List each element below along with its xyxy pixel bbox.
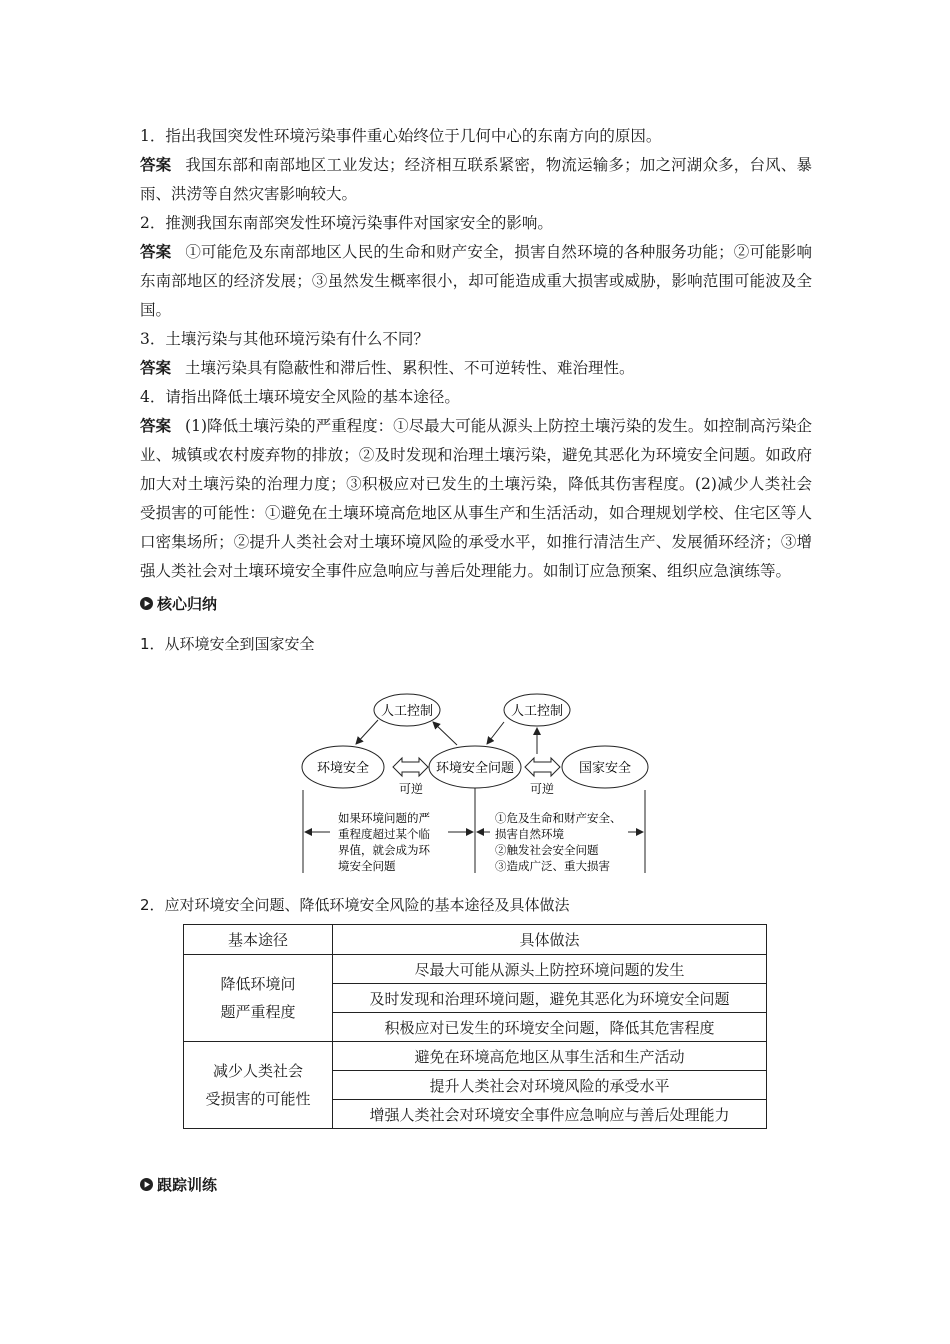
- answer-text: ①可能危及东南部地区人民的生命和财产安全，损害自然环境的各种服务功能；②可能影响东南部地区的经济发展；③虽然发生概率很小，却可能造成重大损害或威胁，影响范围可能波及全国。: [140, 243, 812, 319]
- question-3: 3．土壤污染与其他环境污染有什么不同？: [140, 330, 429, 348]
- table-header-row: [184, 925, 767, 955]
- right-note-line: ①危及生命和财产安全、: [495, 811, 622, 825]
- route-line: 减少人类社会: [212, 1062, 303, 1080]
- env-problem-label: 环境安全问题: [435, 761, 515, 776]
- right-double-arrow: [525, 758, 560, 776]
- action-cell: 避免在环境高危地区从事生活和生产活动: [333, 1042, 767, 1071]
- training-section-title: 跟踪训练: [157, 1175, 218, 1194]
- qa-content: [140, 122, 812, 658]
- play-circle-icon: [140, 597, 153, 610]
- left-note-line: 重程度超过某个临: [338, 827, 430, 841]
- table-row: [184, 1042, 767, 1071]
- table-row: [184, 955, 767, 984]
- answer-3: [140, 354, 812, 383]
- route-cell: [184, 955, 333, 1042]
- national-security-label: 国家安全: [578, 761, 632, 776]
- action-cell: 提升人类社会对环境风险的承受水平: [333, 1071, 767, 1100]
- action-cell: 增强人类社会对环境安全事件应急响应与善后处理能力: [333, 1100, 767, 1129]
- env-security-label: 环境安全: [316, 761, 370, 776]
- core-section-title: 核心归纳: [157, 594, 218, 613]
- route-cell: [184, 1042, 333, 1129]
- right-note-line: ③造成广泛、重大损害: [495, 859, 610, 873]
- route-line: 降低环境问: [220, 975, 296, 993]
- right-control-label: 人工控制: [510, 704, 564, 719]
- play-circle-icon: [140, 1178, 153, 1191]
- question-4: 4．请指出降低土壤环境安全风险的基本途径。: [140, 388, 460, 406]
- question-2: 2．推测我国东南部突发性环境污染事件对国家安全的影响。: [140, 214, 553, 232]
- left-note-line: 境安全问题: [338, 859, 396, 873]
- right-reversible-label: 可逆: [529, 782, 555, 796]
- control-to-env-security-arrow: [356, 720, 378, 744]
- action-cell: 尽最大可能从源头上防控环境问题的发生: [333, 955, 767, 984]
- answer-text: (1)降低土壤污染的严重程度：①尽最大可能从源头上防控土壤污染的发生。如控制高污染企业、城镇或农村废弃物的排放；②及时发现和治理土壤污染，避免其恶化为环境安全问题。如政府加大对土壤污染的治理力度；③积极应对已发生的土壤污染，降低其伤害程度。(2)减少人类社会受损害的可能性：①避免在土壤环境高危地区从事生产和生活活动，如合理规划学校、住宅区等人口密集场所；②提升人类社会对土壤环境风险的承受水平，如推行清洁生产、发展循环经济；③增强人类社会对土壤环境安全事件应急响应与善后处理能力。如制订应急预案、组织应急演练等。: [140, 417, 812, 580]
- measures-table: [183, 924, 767, 1129]
- left-reversible-label: 可逆: [398, 782, 424, 796]
- action-cell: 及时发现和治理环境问题，避免其恶化为环境安全问题: [333, 984, 767, 1013]
- core-section-heading: [140, 590, 812, 616]
- left-note-line: 如果环境问题的严: [338, 811, 430, 825]
- table-header-route: 基本途径: [184, 925, 333, 955]
- answer-label: 答案: [140, 359, 172, 377]
- answer-label: 答案: [140, 156, 172, 174]
- right-note-line: 损害自然环境: [495, 827, 564, 841]
- question-1: 1．指出我国突发性环境污染事件重心始终位于几何中心的东南方向的原因。: [140, 127, 662, 145]
- left-control-label: 人工控制: [380, 704, 434, 719]
- subsection-1-title: 1．从环境安全到国家安全: [140, 635, 315, 653]
- action-cell: 积极应对已发生的环境安全问题，降低其危害程度: [333, 1013, 767, 1042]
- subsection-2-title: 2．应对环境安全问题、降低环境安全风险的基本途径及具体做法: [140, 896, 570, 914]
- table-header-actions: 具体做法: [333, 925, 767, 955]
- left-double-arrow: [393, 758, 428, 776]
- answer-2: [140, 238, 812, 325]
- left-note-line: 界值，就会成为环: [338, 843, 430, 857]
- answer-4: [140, 412, 812, 586]
- security-flow-diagram: [290, 690, 660, 880]
- control-from-env-problem-arrow: [433, 722, 457, 745]
- route-line: 受损害的可能性: [205, 1090, 311, 1108]
- answer-label: 答案: [140, 417, 172, 435]
- answer-label: 答案: [140, 243, 172, 261]
- answer-text: 土壤污染具有隐蔽性和滞后性、累积性、不可逆转性、难治理性。: [185, 359, 635, 377]
- control-to-env-problem-arrow: [487, 722, 504, 744]
- answer-text: 我国东部和南部地区工业发达；经济相互联系紧密，物流运输多；加之河湖众多，台风、暴雨、洪涝等自然灾害影响较大。: [140, 156, 812, 203]
- answer-1: [140, 151, 812, 209]
- training-section-heading: [140, 1171, 217, 1197]
- right-note-line: ②触发社会安全问题: [495, 843, 599, 857]
- route-line: 题严重程度: [220, 1003, 296, 1021]
